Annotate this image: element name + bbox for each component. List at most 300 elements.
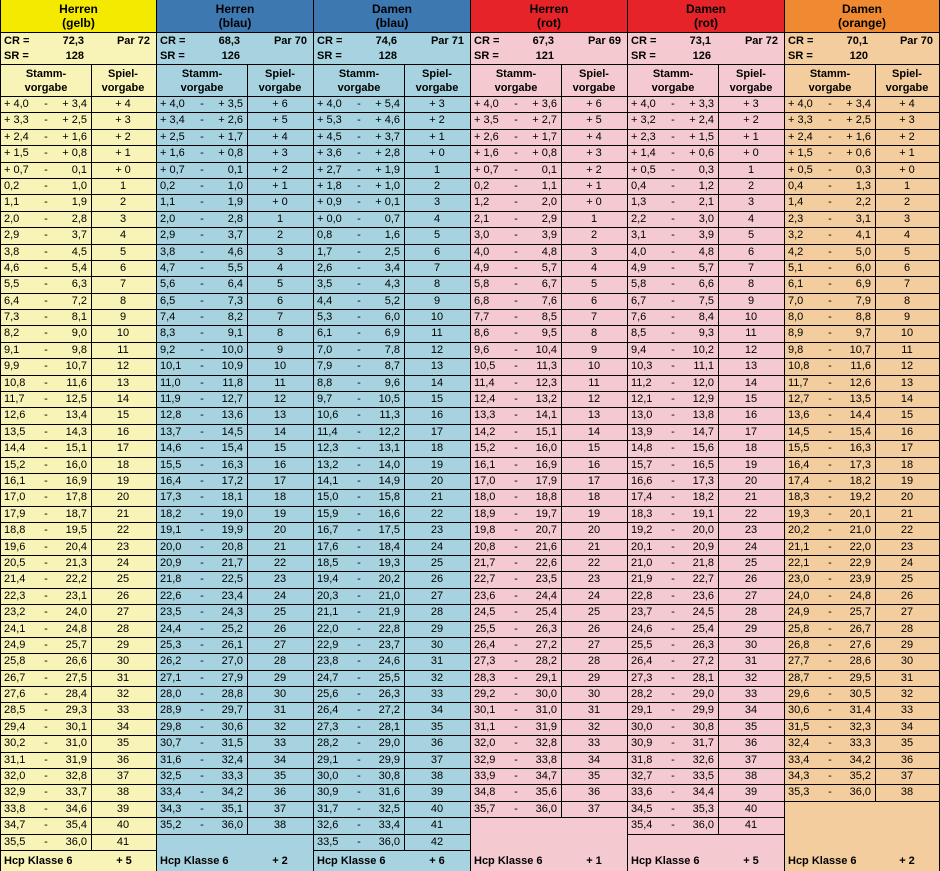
hcp-to: 16,9	[65, 474, 87, 487]
table-row	[157, 818, 313, 834]
table-row	[628, 146, 784, 162]
spiel-label-2: vorgabe	[572, 81, 616, 94]
range-dash: -	[200, 770, 204, 783]
hcp-from: 30,9	[317, 786, 339, 799]
hcp-to: 29,3	[65, 704, 87, 717]
range-dash: -	[514, 638, 518, 651]
hcp-from: 29,1	[631, 704, 653, 717]
hcp-from: 24,9	[4, 638, 26, 651]
sr-row	[4, 50, 84, 62]
playing-handicap: 30	[744, 638, 758, 651]
range-dash: -	[200, 753, 204, 766]
hcp-to: 4,8	[541, 245, 557, 258]
column-headers	[628, 65, 784, 97]
range-dash: -	[44, 245, 48, 258]
table-row	[628, 802, 784, 818]
table-row	[785, 245, 939, 261]
hcp-from: 24,0	[788, 589, 810, 602]
table-row	[471, 572, 627, 588]
tee-column	[785, 0, 940, 871]
hcp-to: + 0,1	[375, 196, 400, 209]
playing-handicap: 33	[116, 704, 130, 717]
hcp-to: + 3,4	[62, 98, 87, 110]
playing-handicap: 27	[900, 606, 914, 619]
playing-handicap: 32	[587, 720, 601, 733]
table-row	[628, 654, 784, 670]
playing-handicap: 20	[273, 524, 287, 537]
hcp-from: 30,0	[631, 720, 653, 733]
range-dash: -	[671, 311, 675, 324]
hcp-from: 2,0	[4, 212, 20, 225]
playing-handicap: 17	[744, 425, 758, 438]
stammvorgabe-header	[1, 65, 92, 96]
table-row	[471, 425, 627, 441]
hcp-class-label: Hcp Klasse 6	[631, 855, 700, 867]
sr-value: 121	[535, 50, 554, 62]
table-row	[785, 703, 939, 719]
table-row	[471, 622, 627, 638]
hcp-from: 29,1	[317, 753, 339, 766]
table-row	[471, 408, 627, 424]
hcp-from: 2,0	[160, 212, 176, 225]
hcp-from: 17,0	[474, 474, 496, 487]
hcp-to: + 2,8	[375, 147, 400, 160]
hcp-to: 5,0	[855, 245, 871, 258]
hcp-from: 3,8	[4, 245, 20, 258]
hcp-from: 18,0	[474, 491, 496, 504]
sr-value: 126	[692, 50, 711, 62]
table-row	[1, 605, 156, 621]
playing-handicap: 26	[587, 622, 601, 635]
spiel-label-2: vorgabe	[101, 81, 145, 94]
stammvorgabe-header	[785, 65, 876, 96]
hcp-from: 30,0	[317, 770, 339, 783]
table-row	[785, 294, 939, 310]
table-row	[471, 490, 627, 506]
hcp-from: 8,2	[4, 327, 20, 340]
hcp-to: 26,1	[221, 638, 243, 651]
hcp-to: 18,7	[65, 507, 87, 520]
hcp-to: 36,0	[535, 802, 557, 815]
hcp-class-extra: + 1	[586, 855, 602, 867]
range-dash: -	[828, 114, 832, 127]
table-row	[628, 785, 784, 801]
range-dash: -	[44, 294, 48, 307]
hcp-from: 16,4	[788, 458, 810, 471]
playing-handicap: 2	[276, 229, 284, 242]
hcp-from: 28,9	[160, 704, 182, 717]
playing-handicap: 3	[903, 212, 911, 225]
hcp-to: 30,8	[378, 770, 400, 783]
hcp-to: 22,2	[65, 573, 87, 586]
hcp-from: 19,3	[788, 507, 810, 520]
table-row	[628, 261, 784, 277]
playing-handicap: 22	[430, 507, 444, 520]
range-dash: -	[357, 671, 361, 684]
spielvorgabe-header	[90, 65, 156, 96]
hcp-to: 20,8	[221, 540, 243, 553]
range-dash: -	[357, 556, 361, 569]
table-row	[471, 277, 627, 293]
par-value: Par 69	[587, 35, 621, 47]
hcp-to: 10,4	[535, 343, 557, 356]
playing-handicap: 12	[430, 343, 444, 356]
table-row	[1, 212, 156, 228]
table-row	[314, 310, 470, 326]
handicap-rows	[1, 97, 156, 851]
table-row	[471, 245, 627, 261]
playing-handicap: 16	[116, 425, 130, 438]
hcp-to: + 3,5	[218, 98, 243, 110]
table-row	[1, 343, 156, 359]
playing-handicap: 29	[430, 622, 444, 635]
table-row	[628, 163, 784, 179]
playing-handicap: 16	[273, 458, 287, 471]
playing-handicap: 27	[273, 638, 287, 651]
playing-handicap: 13	[744, 360, 758, 373]
range-dash: -	[671, 212, 675, 225]
range-dash: -	[44, 737, 48, 750]
playing-handicap: 4	[747, 212, 755, 225]
hcp-to: 8,7	[384, 360, 400, 373]
playing-handicap: 26	[900, 589, 914, 602]
table-row	[1, 425, 156, 441]
playing-handicap: 35	[116, 737, 130, 750]
range-dash: -	[357, 507, 361, 520]
hcp-from: 21,0	[631, 556, 653, 569]
range-dash: -	[357, 261, 361, 274]
table-row	[628, 474, 784, 490]
hcp-to: + 1,5	[689, 130, 714, 143]
playing-handicap: 13	[900, 376, 914, 389]
range-dash: -	[44, 442, 48, 455]
playing-handicap: 23	[587, 573, 601, 586]
playing-handicap: 28	[900, 622, 914, 635]
cr-label: CR =	[788, 35, 814, 47]
hcp-to: 26,3	[692, 638, 714, 651]
hcp-to: 18,1	[221, 491, 243, 504]
playing-handicap: 15	[744, 393, 758, 406]
hcp-from: 7,3	[4, 311, 20, 324]
range-dash: -	[357, 491, 361, 504]
playing-handicap: + 2	[115, 130, 131, 143]
range-dash: -	[828, 655, 832, 668]
hcp-to: 11,1	[693, 360, 714, 373]
hcp-to: 36,0	[378, 835, 400, 848]
hcp-from: + 1,5	[4, 147, 29, 160]
range-dash: -	[671, 409, 675, 422]
playing-handicap: 26	[430, 573, 444, 586]
cr-row	[631, 35, 711, 47]
hcp-to: 20,2	[378, 573, 400, 586]
hcp-to: 29,9	[692, 704, 714, 717]
table-row	[314, 736, 470, 752]
hcp-from: 22,3	[4, 589, 26, 602]
table-row	[314, 753, 470, 769]
playing-handicap: 34	[587, 753, 601, 766]
range-dash: -	[671, 343, 675, 356]
playing-handicap: 7	[747, 261, 755, 274]
playing-handicap: + 0	[586, 196, 602, 209]
sr-label: SR =	[160, 50, 185, 62]
range-dash: -	[200, 655, 204, 668]
table-row	[157, 343, 313, 359]
range-dash: -	[357, 540, 361, 553]
playing-handicap: + 3	[743, 98, 759, 110]
table-row	[157, 490, 313, 506]
hcp-from: 32,9	[474, 753, 496, 766]
table-row	[471, 802, 627, 818]
hcp-from: 7,4	[160, 311, 176, 324]
range-dash: -	[357, 753, 361, 766]
hcp-from: 16,1	[474, 458, 496, 471]
cr-label: CR =	[474, 35, 500, 47]
table-row	[785, 490, 939, 506]
hcp-to: 6,9	[855, 278, 871, 291]
hcp-to: 24,6	[378, 655, 400, 668]
hcp-class-footer	[471, 852, 627, 871]
hcp-from: 26,2	[160, 655, 182, 668]
hcp-to: 6,4	[227, 278, 243, 291]
hcp-to: 13,1	[378, 442, 400, 455]
table-row	[1, 818, 156, 834]
playing-handicap: 14	[900, 393, 914, 406]
table-row	[314, 392, 470, 408]
hcp-to: 31,0	[65, 737, 87, 750]
hcp-to: 2,9	[541, 212, 557, 225]
par-value: Par 71	[430, 35, 464, 47]
range-dash: -	[671, 196, 675, 209]
table-row	[157, 245, 313, 261]
hcp-to: 14,1	[535, 409, 557, 422]
table-row	[471, 523, 627, 539]
hcp-to: 22,8	[378, 622, 400, 635]
hcp-from: 12,4	[474, 393, 496, 406]
table-row	[628, 671, 784, 687]
hcp-from: 7,0	[317, 343, 333, 356]
hcp-from: 2,3	[788, 212, 804, 225]
table-row	[1, 163, 156, 179]
table-row	[314, 212, 470, 228]
playing-handicap: 14	[744, 376, 758, 389]
hcp-to: 7,3	[227, 294, 243, 307]
hcp-to: 1,9	[71, 196, 87, 209]
playing-handicap: 35	[744, 720, 758, 733]
playing-handicap: 21	[273, 540, 287, 553]
table-row	[628, 212, 784, 228]
hcp-to: 21,8	[692, 556, 714, 569]
playing-handicap: 36	[900, 753, 914, 766]
hcp-from: 6,4	[4, 294, 20, 307]
playing-handicap: + 5	[586, 114, 602, 127]
hcp-from: 29,8	[160, 720, 182, 733]
range-dash: -	[357, 360, 361, 373]
hcp-from: 1,1	[160, 196, 176, 209]
table-row	[157, 97, 313, 113]
table-row	[157, 212, 313, 228]
range-dash: -	[44, 655, 48, 668]
range-dash: -	[514, 589, 518, 602]
playing-handicap: 1	[747, 163, 755, 176]
hcp-from: 2,6	[317, 261, 333, 274]
table-row	[628, 556, 784, 572]
column-headers	[314, 65, 470, 97]
range-dash: -	[671, 229, 675, 242]
table-row	[314, 343, 470, 359]
par-value: Par 70	[899, 35, 933, 47]
hcp-to: 26,7	[849, 622, 871, 635]
playing-handicap: 30	[116, 655, 130, 668]
playing-handicap: 15	[587, 442, 601, 455]
range-dash: -	[828, 343, 832, 356]
table-row	[471, 359, 627, 375]
hcp-from: 25,6	[317, 688, 339, 701]
hcp-to: 25,5	[378, 671, 400, 684]
playing-handicap: 12	[900, 360, 914, 373]
hcp-from: 30,7	[160, 737, 182, 750]
hcp-to: 13,6	[221, 409, 243, 422]
playing-handicap: 27	[587, 638, 601, 651]
range-dash: -	[514, 442, 518, 455]
hcp-from: + 4,0	[317, 98, 342, 110]
hcp-to: 9,5	[541, 327, 557, 340]
range-dash: -	[828, 770, 832, 783]
playing-handicap: 20	[587, 524, 601, 537]
table-row	[785, 736, 939, 752]
table-row	[628, 97, 784, 113]
hcp-to: 32,8	[535, 737, 557, 750]
playing-handicap: 34	[116, 720, 130, 733]
hcp-to: 34,2	[221, 786, 243, 799]
range-dash: -	[671, 819, 675, 832]
column-headers	[157, 65, 313, 97]
hcp-class-footer	[1, 852, 156, 871]
playing-handicap: 28	[587, 655, 601, 668]
hcp-to: 19,0	[221, 507, 243, 520]
hcp-class-label: Hcp Klasse 6	[788, 855, 857, 867]
range-dash: -	[514, 147, 518, 160]
playing-handicap: 15	[116, 409, 130, 422]
spielvorgabe-header	[247, 65, 313, 96]
hcp-from: + 4,0	[788, 98, 813, 110]
table-row	[314, 376, 470, 392]
hcp-to: 24,0	[65, 606, 87, 619]
table-row	[157, 310, 313, 326]
hcp-class-footer	[157, 852, 313, 871]
hcp-to: 1,0	[71, 179, 87, 192]
hcp-class-footer	[314, 852, 470, 871]
range-dash: -	[44, 327, 48, 340]
range-dash: -	[44, 589, 48, 602]
range-dash: -	[357, 655, 361, 668]
table-row	[1, 769, 156, 785]
hcp-to: 2,5	[384, 245, 400, 258]
handicap-rows	[314, 97, 470, 851]
hcp-from: 0,4	[631, 179, 647, 192]
range-dash: -	[357, 786, 361, 799]
hcp-from: 9,2	[160, 343, 176, 356]
playing-handicap: 22	[587, 556, 601, 569]
hcp-to: + 1,7	[218, 130, 243, 143]
cr-value: 68,3	[218, 35, 240, 47]
range-dash: -	[200, 343, 204, 356]
playing-handicap: 28	[744, 606, 758, 619]
table-row	[1, 474, 156, 490]
range-dash: -	[200, 671, 204, 684]
playing-handicap: 17	[900, 442, 914, 455]
range-dash: -	[514, 360, 518, 373]
hcp-from: 33,4	[160, 786, 182, 799]
range-dash: -	[200, 704, 204, 717]
hcp-from: 15,2	[4, 458, 26, 471]
hcp-class-footer	[628, 852, 784, 871]
playing-handicap: 13	[430, 360, 444, 373]
range-dash: -	[671, 753, 675, 766]
hcp-to: 6,3	[71, 278, 87, 291]
sr-row	[160, 50, 240, 62]
range-dash: -	[514, 802, 518, 815]
hcp-from: 29,6	[788, 688, 810, 701]
range-dash: -	[357, 589, 361, 602]
playing-handicap: 31	[900, 671, 914, 684]
table-row	[628, 818, 784, 834]
hcp-to: + 0,8	[218, 147, 243, 160]
table-row	[1, 638, 156, 654]
sr-value: 126	[221, 50, 240, 62]
playing-handicap: 6	[590, 294, 598, 307]
range-dash: -	[44, 753, 48, 766]
range-dash: -	[514, 491, 518, 504]
range-dash: -	[357, 474, 361, 487]
table-row	[628, 605, 784, 621]
hcp-to: 26,3	[378, 688, 400, 701]
tee-column	[314, 0, 471, 871]
playing-handicap: 5	[276, 278, 284, 291]
table-row	[471, 195, 627, 211]
table-row	[314, 425, 470, 441]
hcp-from: 23,0	[788, 573, 810, 586]
playing-handicap: 25	[273, 606, 287, 619]
hcp-to: 21,0	[378, 589, 400, 602]
playing-handicap: 2	[903, 196, 911, 209]
range-dash: -	[671, 671, 675, 684]
table-row	[471, 441, 627, 457]
hcp-from: 33,5	[317, 835, 339, 848]
table-row	[157, 753, 313, 769]
table-row	[785, 769, 939, 785]
playing-handicap: 36	[587, 786, 601, 799]
hcp-from: + 1,6	[160, 147, 185, 160]
handicap-rows	[157, 97, 313, 835]
hcp-to: 8,4	[698, 311, 714, 324]
range-dash: -	[828, 261, 832, 274]
hcp-to: + 1,7	[532, 130, 557, 143]
hcp-to: 22,9	[849, 556, 871, 569]
table-row	[1, 589, 156, 605]
table-row	[314, 605, 470, 621]
playing-handicap: 28	[273, 655, 287, 668]
table-row	[628, 638, 784, 654]
playing-handicap: 38	[116, 786, 130, 799]
hcp-from: 23,8	[317, 655, 339, 668]
playing-handicap: 17	[430, 425, 444, 438]
hcp-to: 35,3	[692, 802, 714, 815]
hcp-to: 32,5	[378, 802, 400, 815]
playing-handicap: 33	[744, 688, 758, 701]
table-row	[785, 228, 939, 244]
range-dash: -	[200, 589, 204, 602]
sr-row	[317, 50, 397, 62]
